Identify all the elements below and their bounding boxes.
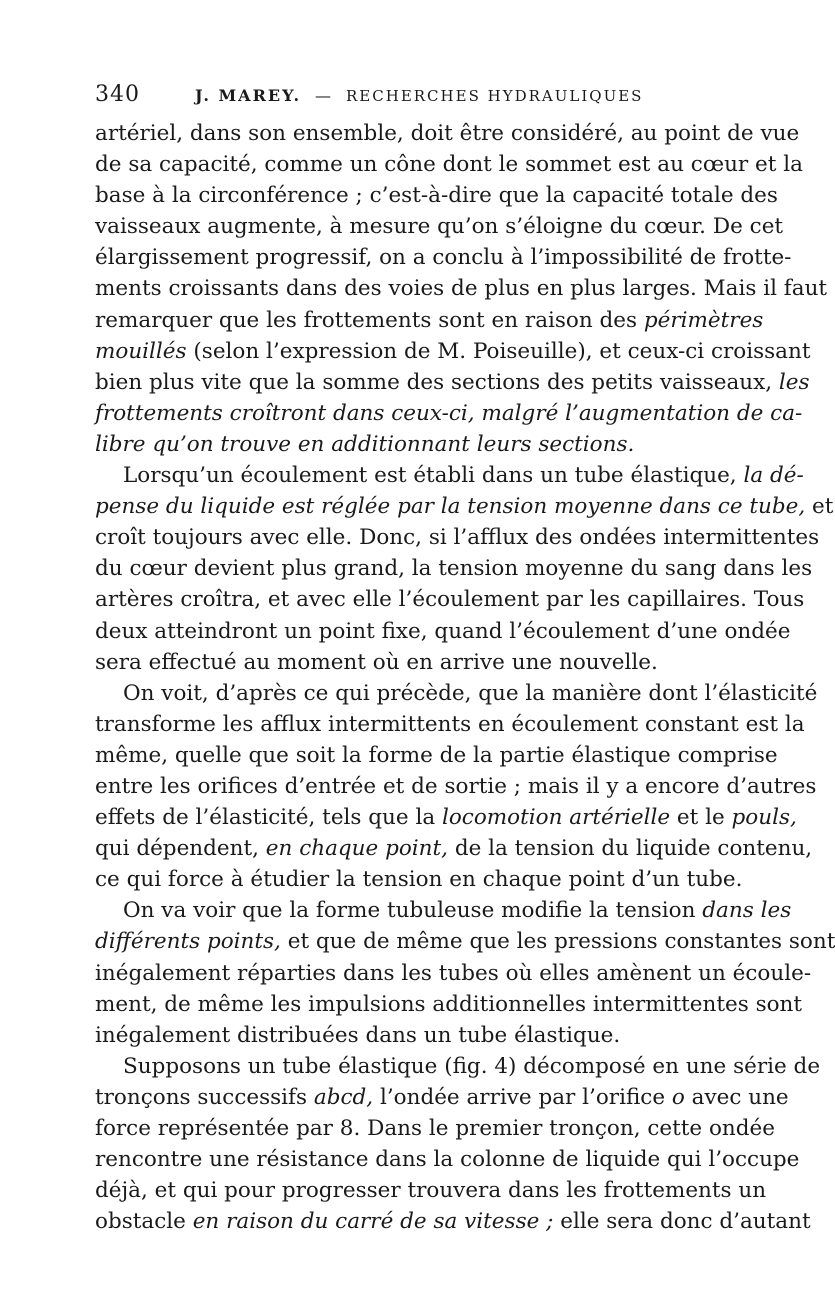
text-segment: Supposons un tube élastique (fig. 4) décomposé en une série de <box>123 1053 821 1079</box>
text-segment: (selon l’expression de M. Poiseuille), et ceux-ci croissant <box>186 338 811 364</box>
text-segment: et que de même que les pressions constantes sont <box>280 929 835 955</box>
text-segment: base à la circonférence ; c’est-à-dire que la capacité totale des <box>95 183 778 209</box>
text-line <box>95 1113 775 1144</box>
text-segment: sera effectué au moment où en arrive une nouvelle. <box>95 649 658 675</box>
text-line <box>95 802 797 833</box>
italic-text: mouillés <box>95 338 187 364</box>
text-line <box>95 647 737 678</box>
text-line <box>95 1082 789 1113</box>
text-line <box>95 740 778 771</box>
text-line <box>95 989 803 1020</box>
italic-text: périmètres <box>643 307 764 333</box>
header-title: RECHERCHES HYDRAULIQUES <box>346 87 644 105</box>
text-segment: bien plus vite que la somme des sections des petits vaisseaux, <box>95 369 779 395</box>
text-line <box>95 584 805 615</box>
text-line <box>95 1175 767 1206</box>
text-segment: et le <box>670 805 732 831</box>
text-segment: entre les orifices d’entrée et de sortie ; mais il y a encore d’autres <box>95 773 817 799</box>
text-segment: et <box>805 494 834 520</box>
italic-text: locomotion artérielle <box>441 805 671 831</box>
text-segment: rencontre une résistance dans la colonne de liquide qui l’occupe <box>95 1147 800 1173</box>
text-line <box>95 118 800 149</box>
text-segment: ment, de même les impulsions additionnelles intermittentes sont <box>95 991 803 1017</box>
text-line <box>95 895 792 926</box>
text-segment: du cœur devient plus grand, la tension moyenne du sang dans les <box>95 556 813 582</box>
italic-text: o <box>671 1084 685 1110</box>
text-line <box>95 1206 811 1237</box>
text-line <box>95 833 813 864</box>
text-segment: Lorsqu’un écoulement est établi dans un tube élastique, <box>123 463 744 489</box>
italic-text: les <box>778 369 810 395</box>
text-segment: On va voir que la forme tubuleuse modifie la tension <box>123 898 703 924</box>
text-segment: tronçons successifs <box>95 1084 314 1110</box>
running-head <box>95 82 737 116</box>
header-dash: — <box>315 86 333 105</box>
italic-text: différents points, <box>95 929 281 955</box>
italic-text: frottements croîtront dans ceux-ci, malgré l’augmentation de ca- <box>95 400 803 426</box>
text-segment: inégalement distribuées dans un tube élastique. <box>95 1022 621 1048</box>
text-line <box>95 367 810 398</box>
header-author: J. MAREY. <box>195 86 302 105</box>
italic-text: libre qu’on trouve en additionnant leurs sections. <box>95 431 635 457</box>
italic-text: en chaque point, <box>265 836 448 862</box>
text-segment: remarquer que les frottements sont en raison des <box>95 307 644 333</box>
text-line <box>95 926 835 957</box>
text-line <box>95 305 764 336</box>
text-segment: déjà, et qui pour progresser trouvera dans les frottements un <box>95 1178 767 1204</box>
text-line <box>95 958 812 989</box>
text-line <box>95 678 818 709</box>
text-line <box>95 1020 737 1051</box>
text-segment: inégalement réparties dans les tubes où elles amènent un écoule- <box>95 960 812 986</box>
italic-text: la dé- <box>743 463 804 489</box>
text-segment: artériel, dans son ensemble, doit être considéré, au point de vue <box>95 121 800 146</box>
text-segment: deux atteindront un point fixe, quand l’écoulement d’une ondée <box>95 618 791 644</box>
text-segment: force représentée par 8. Dans le premier tronçon, cette ondée <box>95 1116 775 1141</box>
body-text <box>95 118 835 1237</box>
italic-text: en raison du carré de sa vitesse ; <box>192 1209 554 1235</box>
text-segment: ce qui force à étudier la tension en chaque point d’un tube. <box>95 867 743 893</box>
text-line <box>95 460 804 491</box>
text-line <box>95 553 813 584</box>
text-segment: transforme les afflux intermittents en écoulement constant est la <box>95 711 805 737</box>
text-line <box>95 149 803 180</box>
text-line <box>95 709 805 740</box>
text-segment: effets de l’élasticité, tels que la <box>95 805 442 831</box>
italic-text: pense du liquide est réglée par la tension moyenne dans ce tube, <box>95 494 806 520</box>
text-segment: vaisseaux augmente, à mesure qu’on s’éloigne du cœur. De cet <box>95 214 784 240</box>
text-line <box>95 522 820 553</box>
text-line <box>95 398 803 429</box>
text-line <box>95 273 828 304</box>
book-page <box>95 82 835 1237</box>
text-segment: avec une <box>684 1084 789 1110</box>
text-line <box>95 1051 821 1082</box>
text-line <box>95 242 792 273</box>
text-line <box>95 180 778 211</box>
text-segment: de sa capacité, comme un cône dont le sommet est au cœur et la <box>95 152 803 178</box>
text-line <box>95 429 737 460</box>
text-segment: même, quelle que soit la forme de la partie élastique comprise <box>95 742 778 768</box>
italic-text: abcd, <box>313 1084 374 1110</box>
text-line <box>95 1144 800 1175</box>
text-segment: On voit, d’après ce qui précède, que la manière dont l’élasticité <box>123 680 818 706</box>
text-segment: de la tension du liquide contenu, <box>447 836 813 862</box>
text-line <box>95 336 811 367</box>
text-segment: obstacle <box>95 1209 193 1235</box>
text-line <box>95 491 834 522</box>
text-segment: elle sera donc d’autant <box>553 1209 811 1235</box>
page-number: 340 <box>95 82 140 107</box>
text-line <box>95 771 817 802</box>
text-line <box>95 616 791 647</box>
text-line <box>95 211 784 242</box>
text-line <box>95 864 743 895</box>
text-segment: croît toujours avec elle. Donc, si l’afflux des ondées intermittentes <box>95 525 820 551</box>
text-segment: artères croîtra, et avec elle l’écoulement par les capillaires. Tous <box>95 587 805 613</box>
italic-text: pouls, <box>731 805 797 831</box>
italic-text: dans les <box>702 898 792 924</box>
text-segment: ments croissants dans des voies de plus en plus larges. Mais il faut <box>95 276 828 302</box>
text-segment: l’ondée arrive par l’orifice <box>373 1084 672 1110</box>
text-segment: qui dépendent, <box>95 836 266 862</box>
text-segment: élargissement progressif, on a conclu à l’impossibilité de frotte- <box>95 245 792 271</box>
